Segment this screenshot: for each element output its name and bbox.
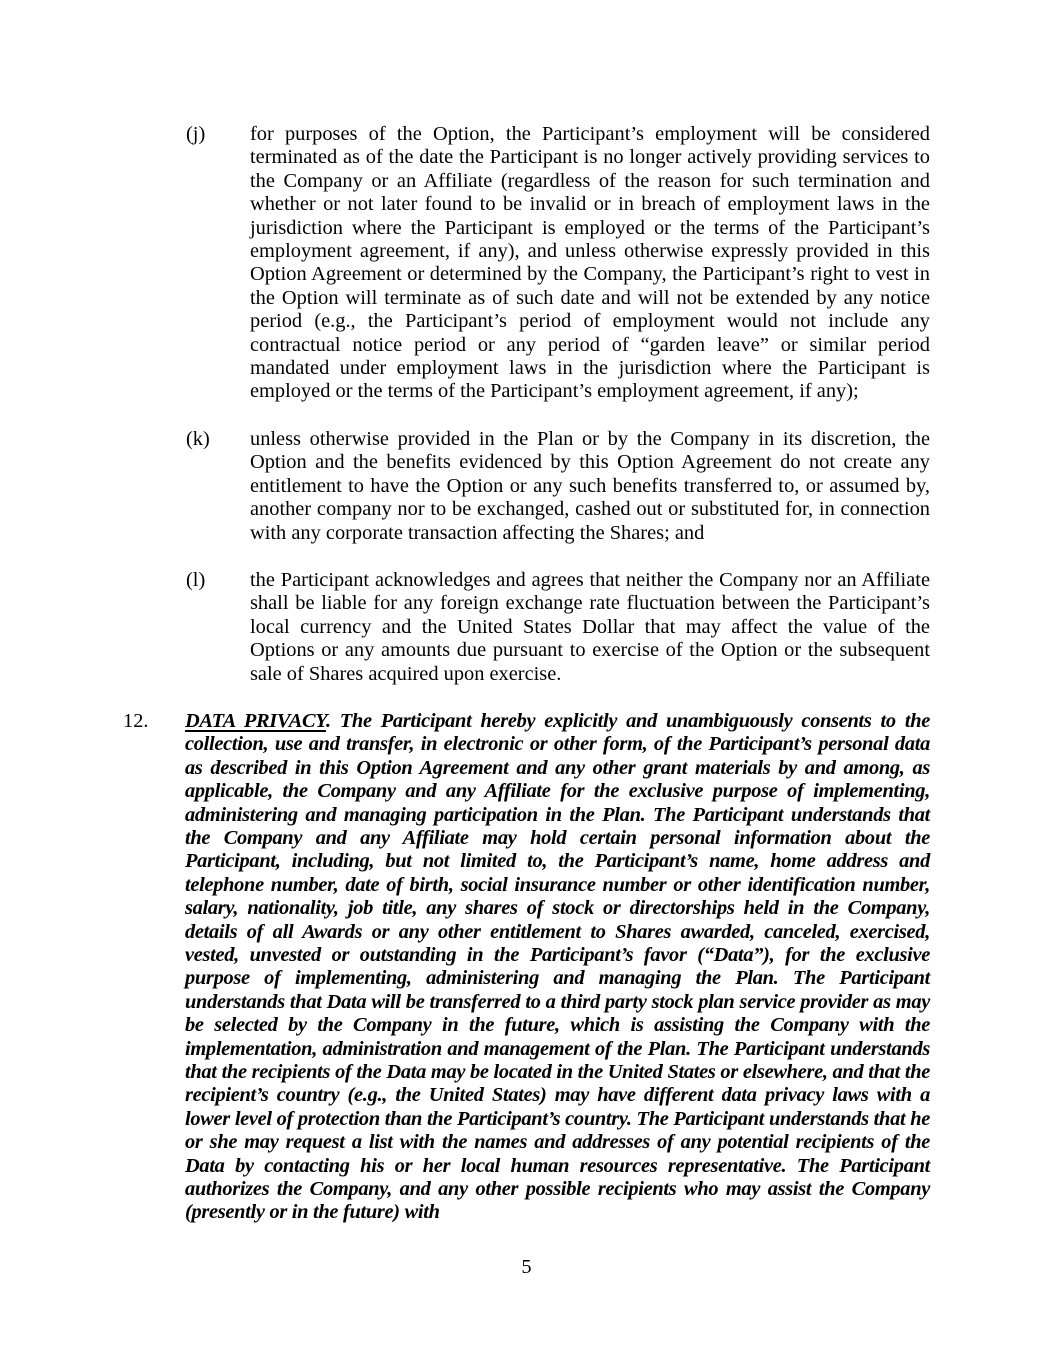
document-content xyxy=(123,123,930,1225)
paragraph-j-marker: (j) xyxy=(186,123,206,145)
paragraph-j xyxy=(186,123,930,404)
section-12-number: 12. xyxy=(123,709,149,732)
paragraph-l-text: the Participant acknowledges and agrees that neither the Company nor an Affiliate shall be liable for any foreign exchange rate fluctuation between the Participant’s local currency and the United States Dollar that may affect the value of the Options or any amounts due pursuant to exercise of the Option or the subsequent sale of Shares acquired upon exercise. xyxy=(250,568,930,685)
paragraph-l xyxy=(186,568,930,686)
section-12-data-privacy xyxy=(123,709,930,1225)
page-number: 5 xyxy=(521,1256,532,1278)
section-12-heading: DATA PRIVACY xyxy=(185,709,326,732)
paragraph-k xyxy=(186,427,930,545)
section-12-body-text: . The Participant hereby explicitly and unambiguously consents to the collection, use and transfer, in electronic or other form, of the Participant’s personal data as described in this Option Agreement and any other grant materials by and among, as applicable, the Company and any Affiliate for the exclusive purpose of implementing, administering and managing participation in the Plan. The Participant understands that the Company and any Affiliate may hold certain personal information about the Participant, including, but not limited to, the Participant’s name, home address and telephone number, date of birth, social insurance number or other identification number, salary, nationality, job title, any shares of stock or directorships held in the Company, details of all Awards or any other entitlement to Shares awarded, canceled, exercised, vested, unvested or outstanding in the Participant’s favor (“Data”), for the exclusive purpose of implementing, administering and managing the Plan. The Participant understands that Data will be transferred to a third party stock plan service provider as may be selected by the Company in the future, which is assisting the Company with the implementation, administration and management of the Plan. The Participant understands that the recipients of the Data may be located in the United States or elsewhere, and that the recipient’s country (e.g., the United States) may have different data privacy laws with a lower level of protection than the Participant’s country. The Participant understands that he or she may request a list with the names and addresses of any potential recipients of the Data by contacting his or her local human resources representative. The Participant authorizes the Company, and any other possible recipients who may assist the Company (presently or in the future) with xyxy=(185,709,930,1224)
paragraph-l-marker: (l) xyxy=(186,568,206,591)
paragraph-j-text: for purposes of the Option, the Participant’s employment will be considered terminated as of the date the Participant is no longer actively providing services to the Company or an Affiliate (regardless of the reason for such termination and whether or not later found to be invalid or in breach of employment laws in the jurisdiction where the Participant is employed or the terms of the Participant’s employment agreement, if any), and unless otherwise expressly provided in this Option Agreement or determined by the Company, the Participant’s right to vest in the Option will terminate as of such date and will not be extended by any notice period (e.g., the Participant’s period of employment would not include any contractual notice period or any period of “garden leave” or similar period mandated under employment laws in the jurisdiction where the Participant is employed or the terms of the Participant’s employment agreement, if any); xyxy=(250,123,930,403)
paragraph-k-text: unless otherwise provided in the Plan or by the Company in its discretion, the Option and the benefits evidenced by this Option Agreement do not create any entitlement to have the Option or any such benefits transferred to, or assumed by, another company nor to be exchanged, cashed out or substituted for, in connection with any corporate transaction affecting the Shares; and xyxy=(250,427,930,544)
paragraph-k-marker: (k) xyxy=(186,427,210,450)
section-12-paragraph xyxy=(185,710,930,1225)
